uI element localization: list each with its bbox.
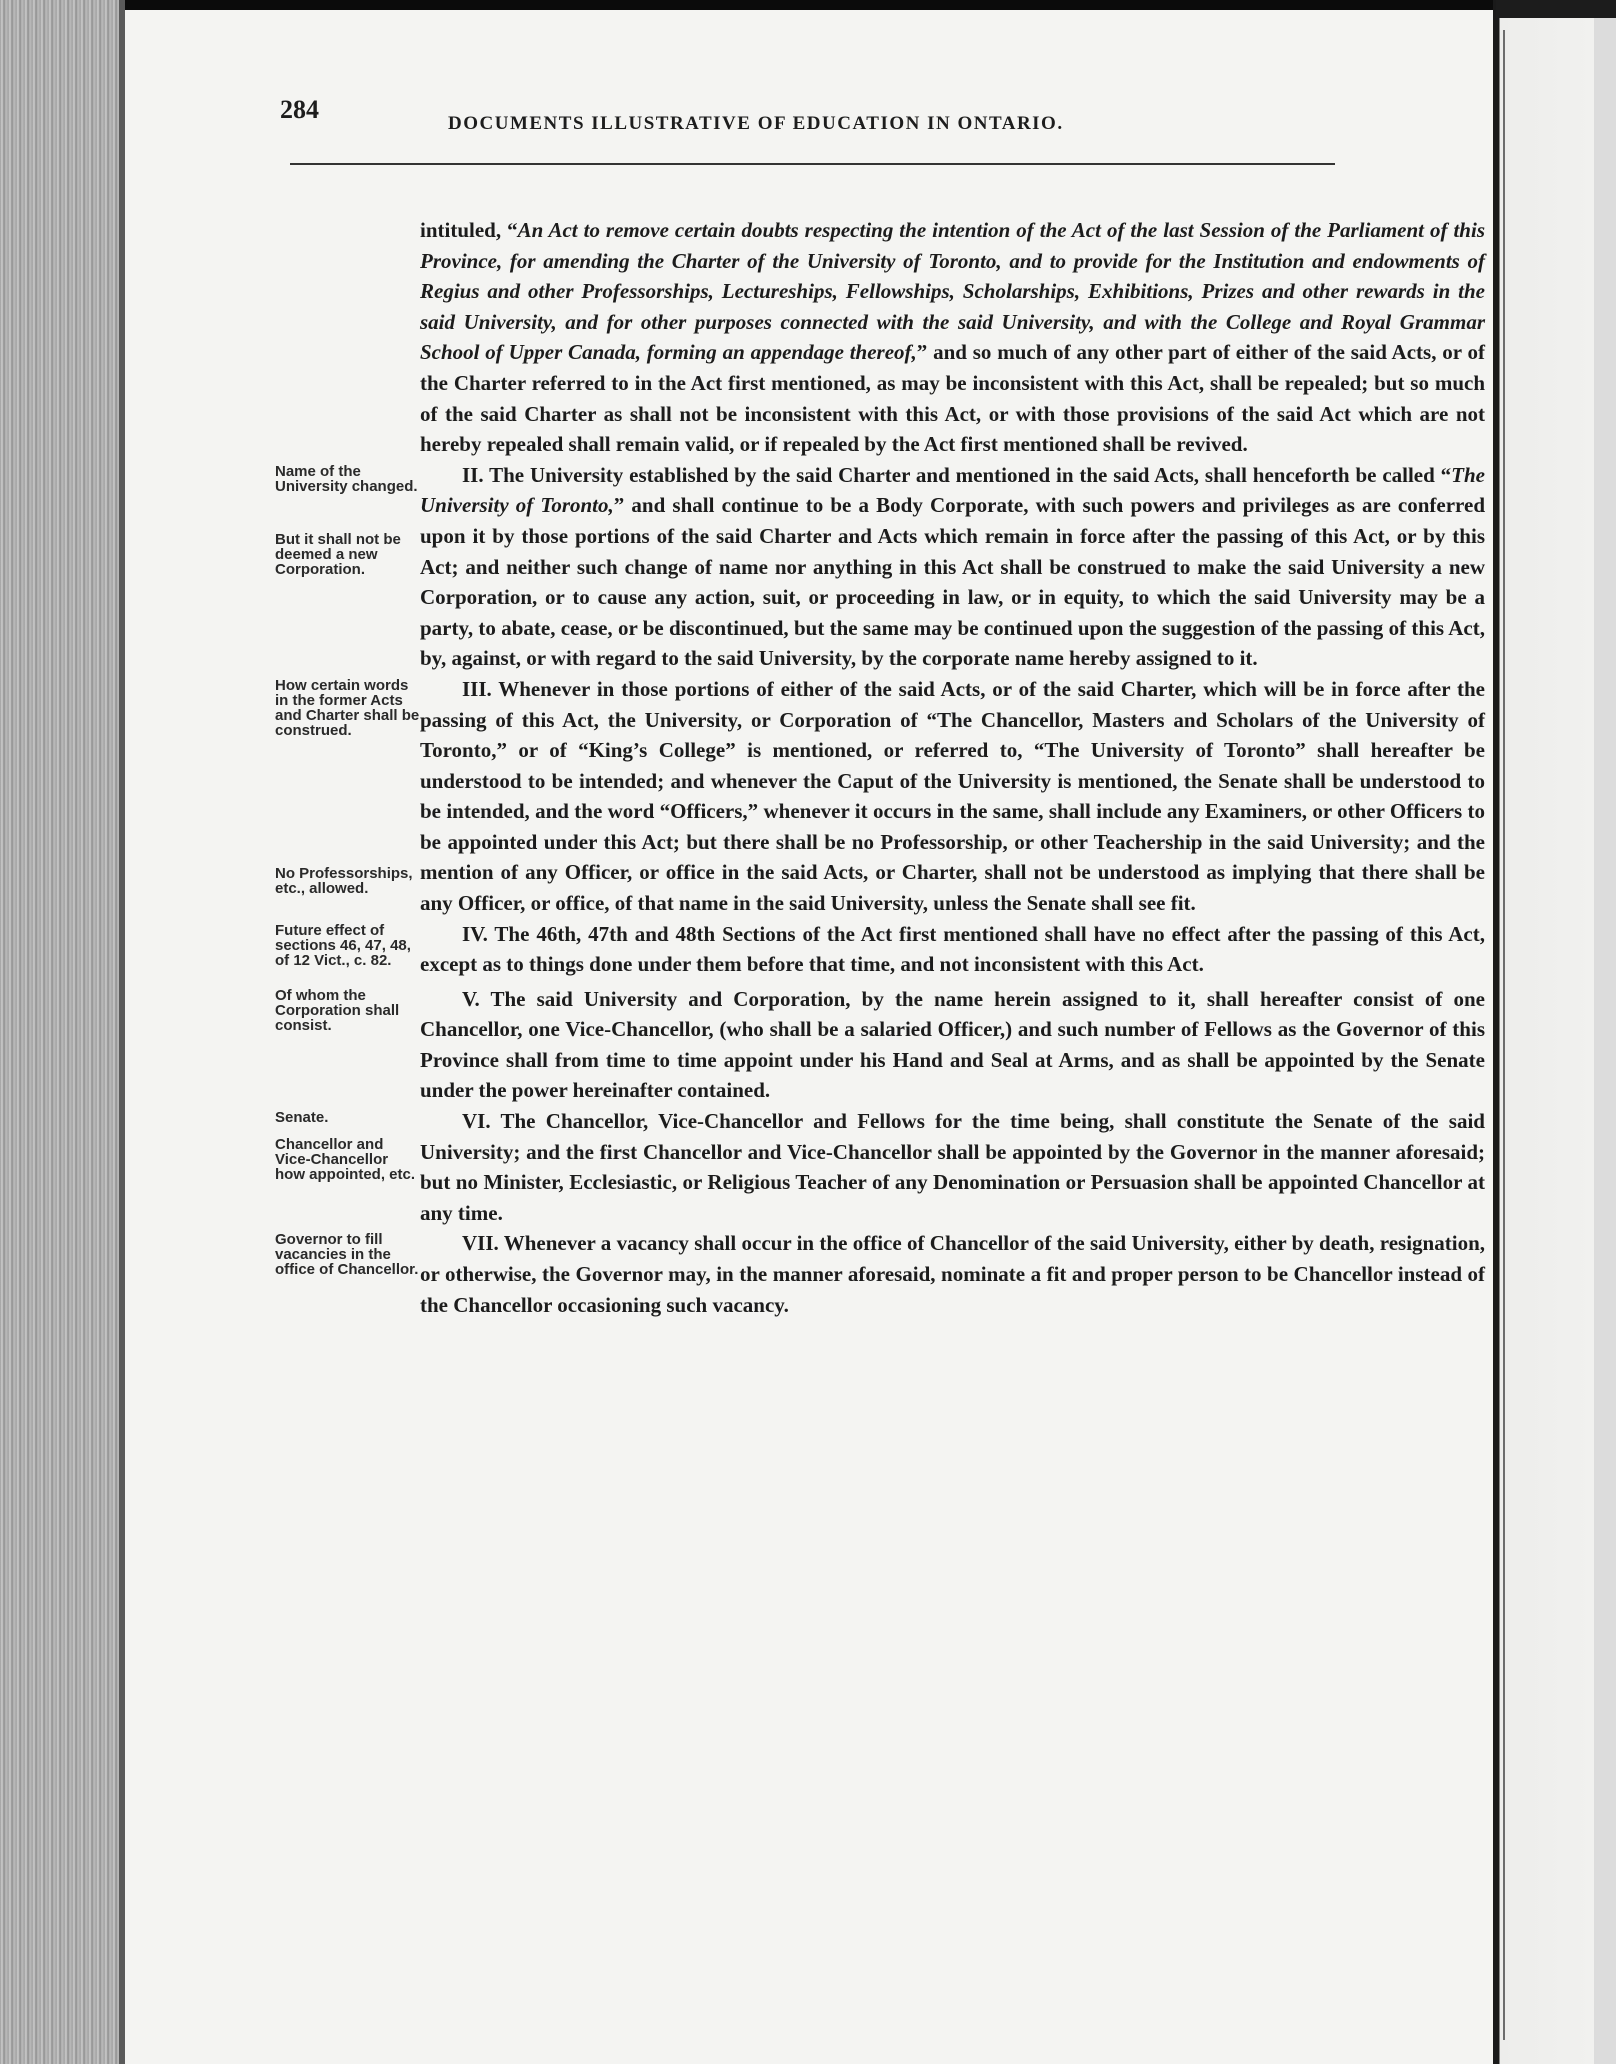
paragraph-intro: intituled, “An Act to remove certain doubts respecting the intention of the Act of the last Session of the Parliament of this Province, for amending the Charter of the University of Toronto, and to provide for the Institution and endowments of Regius and other Professorships, Lectureships, Fellowships, Scholarships, Exhibitions, Prizes and other rewards in the said University, and for other purposes connected with the said University, and with the College and Royal Grammar School of Upper Canada, forming an appendage thereof,” and so much of any other part of either of the said Acts, or of the Charter referred to in the Act first mentioned, as may be inconsistent with this Act, shall be repealed; but so much of the said Charter as shall not be inconsistent with this Act, or with those provisions of the said Act which are not hereby repealed shall remain valid, or if repealed by the Act first mentioned shall be revived. bbox=[420, 218, 1485, 457]
university-name-italic: The University of Toronto, bbox=[420, 462, 1485, 518]
paragraph-section-7: VII. Whenever a vacancy shall occur in the office of Chancellor of the said University, either by death, resignation, or otherwise, the Governor may, in the manner aforesaid, nominate a fit and proper person to be Chancellor instead of the Chancellor occasioning such vacancy. bbox=[420, 1231, 1485, 1317]
page-body bbox=[275, 215, 1485, 1320]
page-fold-top bbox=[1496, 0, 1616, 18]
margin-note-chancellor-appointed: Chancellor and Vice-Chancellor how appointed, etc. bbox=[275, 1136, 416, 1184]
margin-column bbox=[275, 215, 420, 460]
margin-note-senate: Senate. bbox=[275, 1109, 329, 1127]
bound-page-edges bbox=[0, 0, 125, 2064]
act-title-italic: An Act to remove certain doubts respecting the intention of the Act of the last Session of the Parliament of this Province, for amending the Charter of the University of Toronto, and to provide for the Institution and endowments of Regius and other Professorships, Lectureships, Fellowships, Scholarships, Exhibitions, Prizes and other rewards in the said University, and for other purposes connected with the said University, and with the College and Royal Grammar School of Upper Canada, forming an appendage thereof, bbox=[420, 218, 1485, 365]
section-5 bbox=[275, 984, 1485, 1106]
margin-note-of-whom: Of whom the Corporation shall consist. bbox=[275, 986, 400, 1034]
margin-note-how-construed: How certain words in the former Acts and Charter shall be construed. bbox=[275, 676, 420, 739]
paragraph-section-2: II. The University established by the said Charter and mentioned in the said Acts, shall henceforth be called “The University of Toronto,” and shall continue to be a Body Corporate, with such powers and privileges as are conferred upon it by those portions of the said Charter and Acts which remain in force after the passing of this Act, or by this Act; and neither such change of name nor anything in this Act shall be construed to make the said University a new Corporation, or to cause any action, suit, or proceeding in law, or in equity, to which the said University may be a party, to abate, cease, or be discontinued, but the same may be continued upon the suggestion of the passing of this Act, by, against, or with regard to the said University, by the corporate name hereby assigned to it. bbox=[420, 462, 1485, 671]
margin-note-name-changed: Name of the University changed. bbox=[275, 462, 418, 495]
paragraph-section-5: V. The said University and Corporation, by the name herein assigned to it, shall hereafter consist of one Chancellor, one Vice-Chancellor, (who shall be a salaried Officer,) and such number of Fellows as the Governor of this Province shall from time to time appoint under his Hand and Seal at Arms, and as shall be appointed by the Senate under the power hereinafter contained. bbox=[420, 986, 1485, 1103]
section-2 bbox=[275, 460, 1485, 674]
margin-column bbox=[275, 460, 420, 674]
margin-column bbox=[275, 919, 420, 984]
section-intro bbox=[275, 215, 1485, 460]
section-3 bbox=[275, 674, 1485, 919]
section-4 bbox=[275, 919, 1485, 984]
section-6 bbox=[275, 1106, 1485, 1228]
page-number: 284 bbox=[280, 95, 319, 124]
margin-column bbox=[275, 1228, 420, 1320]
section-7 bbox=[275, 1228, 1485, 1320]
margin-column bbox=[275, 674, 420, 919]
running-title: DOCUMENTS ILLUSTRATIVE OF EDUCATION IN ONTARIO. bbox=[448, 113, 1064, 134]
paragraph-section-4: IV. The 46th, 47th and 48th Sections of the Act first mentioned shall have no effect after the passing of this Act, except as to things done under them before that time, and not inconsistent with this Act. bbox=[420, 921, 1485, 977]
header-rule bbox=[290, 163, 1335, 165]
facing-page-edge bbox=[1493, 0, 1616, 2064]
margin-note-future-effect: Future effect of sections 46, 47, 48, of 12 Vict., c. 82. bbox=[275, 921, 411, 969]
paragraph-section-6: VI. The Chancellor, Vice-Chancellor and Fellows for the time being, shall constitute the Senate of the said University; and the first Chancellor and Vice-Chancellor shall be appointed by the Governor in the manner aforesaid; but no Minister, Ecclesiastic, or Religious Teacher of any Denomination or Persuasion shall be appointed Chancellor at any time. bbox=[420, 1109, 1485, 1225]
page-header bbox=[280, 85, 1452, 145]
margin-note-governor-fill: Governor to fill vacancies in the office of Chancellor. bbox=[275, 1231, 419, 1279]
page-fold bbox=[1594, 0, 1616, 2064]
margin-column bbox=[275, 984, 420, 1106]
margin-note-no-professorships: No Professorships, etc., allowed. bbox=[275, 864, 413, 897]
paragraph-section-3: III. Whenever in those portions of either of the said Acts, or of the said Charter, which will be in force after the passing of this Act, the University, or Corporation of “The Chancellor, Masters and Scholars of the University of Toronto,” or of “King’s College” is mentioned, or referred to, “The University of Toronto” shall hereafter be understood to be intended; and whenever the Caput of the University is mentioned, the Senate shall be understood to be intended, and the word “Officers,” whenever it occurs in the same, shall include any Examiners, or other Officers to be appointed under this Act; but there shall be no Professorship, or other Teachership in the said University; and the mention of any Officer, or office in the said Acts, or Charter, shall not be understood as implying that there shall be any Officer, or office, of that name in the said University, unless the Senate shall see fit. bbox=[420, 676, 1485, 916]
margin-note-not-new-corporation: But it shall not be deemed a new Corporation. bbox=[275, 530, 401, 578]
book-page bbox=[125, 10, 1493, 2064]
margin-column bbox=[275, 1106, 420, 1228]
page-edge-line bbox=[1503, 30, 1505, 2040]
